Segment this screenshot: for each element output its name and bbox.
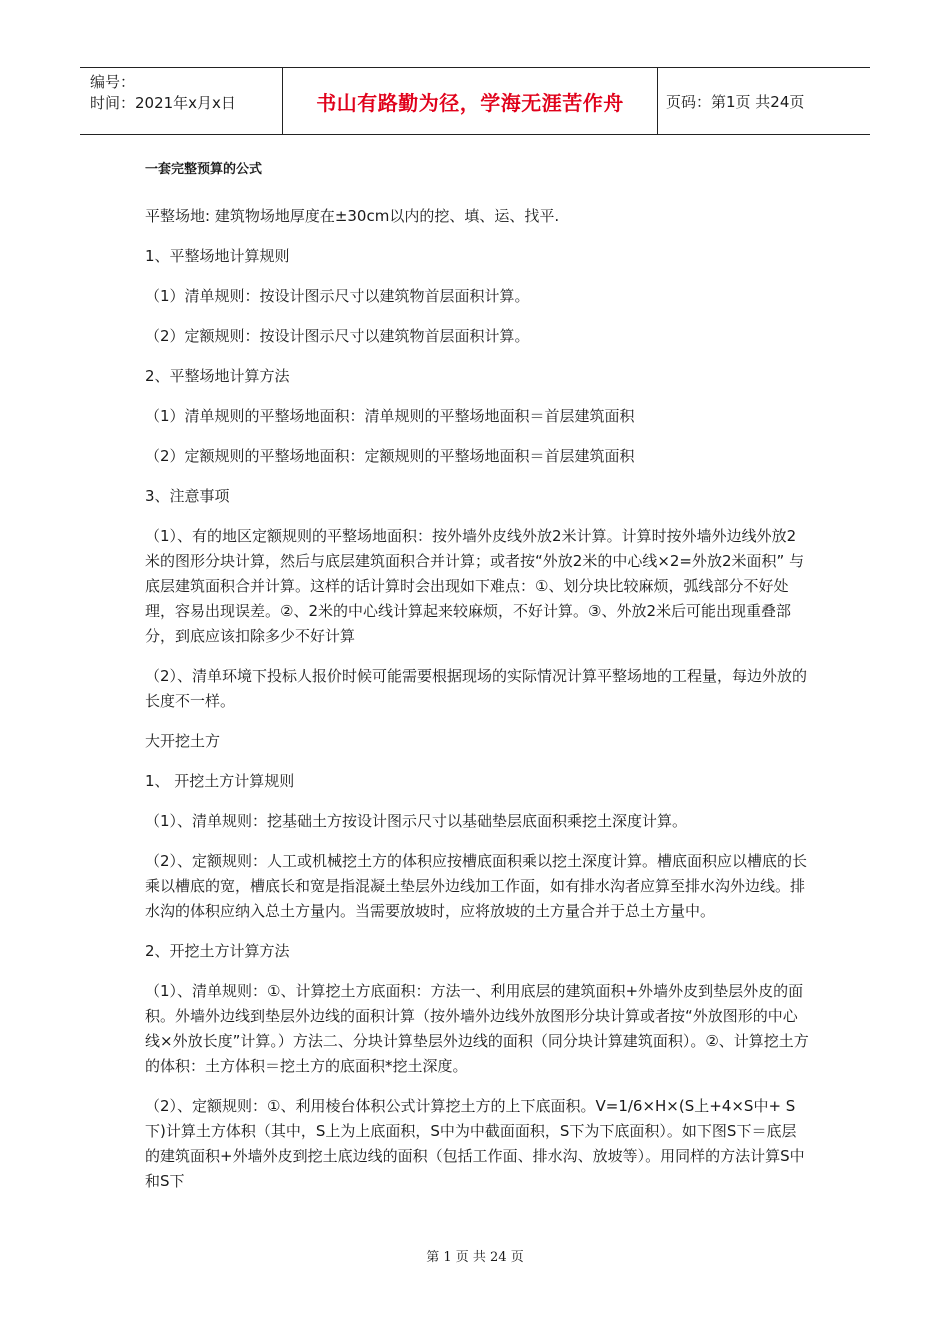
- header-motto: 书山有路勤为径，学海无涯苦作舟: [282, 68, 658, 134]
- section-heading: 2、平整场地计算方法: [145, 367, 290, 385]
- page-footer: 第 1 页 共 24 页: [426, 1250, 524, 1265]
- document-title: 一套完整预算的公式: [145, 162, 263, 177]
- header-page-info: 页码：第1页 共24页: [666, 92, 805, 111]
- paragraph: （1）清单规则的平整场地面积：清单规则的平整场地面积＝首层建筑面积: [145, 407, 635, 425]
- paragraph: （2）、定额规则：人工或机械挖土方的体积应按槽底面积乘以挖土深度计算。槽底面积应以槽底的长乘以槽底的宽，槽底长和宽是指混凝土垫层外边线加工作面，如有排水沟者应算至排水沟外边线。排水沟的体积应纳入总土方量内。当需要放坡时，应将放坡的土方量合并于总土方量中。: [145, 852, 808, 920]
- paragraph: （1）、清单规则：挖基础土方按设计图示尺寸以基础垫层底面积乘挖土深度计算。: [145, 812, 688, 830]
- paragraph: （2）定额规则的平整场地面积：定额规则的平整场地面积＝首层建筑面积: [145, 447, 635, 465]
- section-heading: 1、 开挖土方计算规则: [145, 772, 295, 790]
- paragraph: （1）、有的地区定额规则的平整场地面积：按外墙外皮线外放2米计算。计算时按外墙外边线外放2米的图形分块计算，然后与底层建筑面积合并计算；或者按“外放2米的中心线×2=外放2米面积” 与底层建筑面积合并计算。这样的话计算时会出现如下难点：①、划分块比较麻烦，弧线部分不好处理，容易出现误差。②、2米的中心线计算起来较麻烦，不好计算。③、外放2米后可能出现重叠部分，到底应该扣除多少不好计算: [145, 527, 805, 645]
- paragraph: （2）、清单环境下投标人报价时候可能需要根据现场的实际情况计算平整场地的工程量，每边外放的长度不一样。: [145, 667, 808, 710]
- paragraph: （2）定额规则：按设计图示尺寸以建筑物首层面积计算。: [145, 327, 530, 345]
- document-number-label: 编号：: [90, 73, 136, 91]
- section-heading: 大开挖土方: [145, 732, 221, 750]
- header-meta: [90, 72, 236, 114]
- section-heading: 1、平整场地计算规则: [145, 247, 290, 265]
- document-body: [145, 160, 810, 1209]
- section-heading: 2、开挖土方计算方法: [145, 942, 290, 960]
- paragraph: 平整场地: 建筑物场地厚度在±30cm以内的挖、填、运、找平.: [145, 207, 560, 225]
- paragraph: （2）、定额规则：①、利用棱台体积公式计算挖土方的上下底面积。V=1/6×H×(S上+4×S中+ S下)计算土方体积（其中，S上为上底面积，S中为中截面面积，S下为下底面积）。如下图S下＝底层的建筑面积+外墙外皮到挖土底边线的面积（包括工作面、排水沟、放坡等）。用同样的方法计算S中和S下: [145, 1097, 805, 1190]
- section-heading: 3、注意事项: [145, 487, 230, 505]
- paragraph: （1）、清单规则：①、计算挖土方底面积：方法一、利用底层的建筑面积+外墙外皮到垫层外皮的面积。外墙外边线到垫层外边线的面积计算（按外墙外边线外放图形分块计算或者按“外放图形的中心线×外放长度”计算。）方法二、分块计算垫层外边线的面积（同分块计算建筑面积）。②、计算挖土方的体积：土方体积＝挖土方的底面积*挖土深度。: [145, 982, 809, 1075]
- page-header: [80, 67, 870, 135]
- document-date-label: 时间：2021年x月x日: [90, 94, 236, 112]
- paragraph: （1）清单规则：按设计图示尺寸以建筑物首层面积计算。: [145, 287, 530, 305]
